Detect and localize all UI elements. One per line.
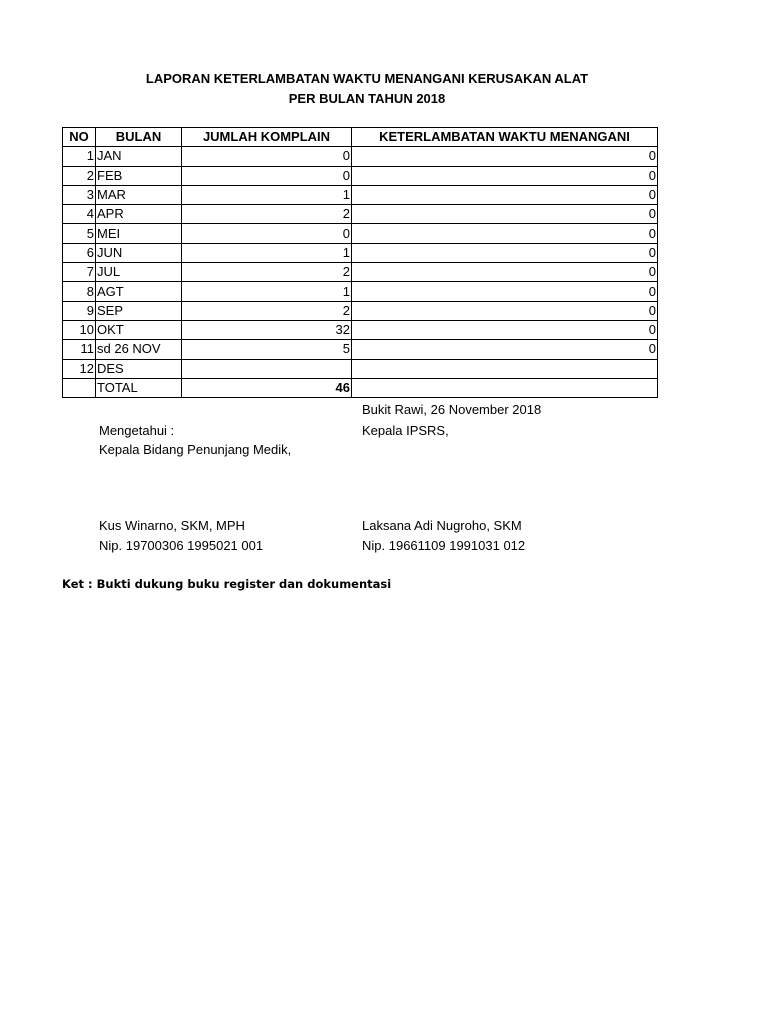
row-bulan-cell: JUL: [96, 263, 182, 282]
table-body: [63, 147, 658, 379]
header-jumlah-komplain: JUMLAH KOMPLAIN: [182, 128, 352, 147]
table-row: [63, 205, 658, 224]
row-keterlambatan-cell: 0: [352, 301, 658, 320]
row-bulan-cell: FEB: [96, 166, 182, 185]
row-bulan-cell: JUN: [96, 243, 182, 262]
row-jumlah-cell: 1: [182, 282, 352, 301]
row-bulan-cell: MEI: [96, 224, 182, 243]
row-no-cell: 11: [63, 340, 96, 359]
row-keterlambatan-cell: [352, 359, 658, 378]
row-jumlah-cell: 2: [182, 301, 352, 320]
total-keterlambatan-cell: [352, 378, 658, 397]
row-keterlambatan-cell: 0: [352, 224, 658, 243]
row-no-cell: 12: [63, 359, 96, 378]
table-row: [63, 320, 658, 339]
right-signer-name: Laksana Adi Nugroho, SKM: [362, 518, 522, 533]
report-subtitle: PER BULAN TAHUN 2018: [288, 91, 446, 106]
left-signer-nip: Nip. 19700306 1995021 001: [99, 538, 264, 553]
table-row: [63, 224, 658, 243]
row-keterlambatan-cell: 0: [352, 263, 658, 282]
row-bulan-cell: MAR: [96, 185, 182, 204]
row-no-cell: 3: [63, 185, 96, 204]
row-jumlah-cell: 2: [182, 205, 352, 224]
row-keterlambatan-cell: 0: [352, 243, 658, 262]
row-no-cell: 9: [63, 301, 96, 320]
total-value: 46: [182, 378, 352, 397]
total-label: TOTAL: [96, 378, 182, 397]
row-bulan-cell: SEP: [96, 301, 182, 320]
row-jumlah-cell: [182, 359, 352, 378]
table-row: [63, 147, 658, 166]
row-no-cell: 8: [63, 282, 96, 301]
row-bulan-cell: JAN: [96, 147, 182, 166]
row-jumlah-cell: 1: [182, 185, 352, 204]
header-no: NO: [63, 128, 96, 147]
table-row: [63, 243, 658, 262]
row-no-cell: 7: [63, 263, 96, 282]
row-no-cell: 2: [63, 166, 96, 185]
row-bulan-cell: AGT: [96, 282, 182, 301]
row-jumlah-cell: 0: [182, 147, 352, 166]
table-row: [63, 166, 658, 185]
row-jumlah-cell: 0: [182, 166, 352, 185]
place-date: Bukit Rawi, 26 November 2018: [362, 402, 542, 417]
table-row: [63, 359, 658, 378]
row-jumlah-cell: 2: [182, 263, 352, 282]
row-keterlambatan-cell: 0: [352, 320, 658, 339]
header-bulan: BULAN: [96, 128, 182, 147]
total-no-cell: [63, 378, 96, 397]
row-no-cell: 6: [63, 243, 96, 262]
row-keterlambatan-cell: 0: [352, 185, 658, 204]
right-sign-line1: Kepala IPSRS,: [362, 423, 449, 438]
row-bulan-cell: sd 26 NOV: [96, 340, 182, 359]
row-no-cell: 4: [63, 205, 96, 224]
table-row: [63, 263, 658, 282]
table-header-row: [63, 128, 658, 147]
row-keterlambatan-cell: 0: [352, 166, 658, 185]
row-bulan-cell: APR: [96, 205, 182, 224]
header-keterlambatan: KETERLAMBATAN WAKTU MENANGANI: [352, 128, 658, 147]
table-row: [63, 340, 658, 359]
right-signer-nip: Nip. 19661109 1991031 012: [362, 538, 526, 553]
left-sign-line2: Kepala Bidang Penunjang Medik,: [99, 442, 292, 457]
row-keterlambatan-cell: 0: [352, 205, 658, 224]
table-row: [63, 282, 658, 301]
left-sign-line1: Mengetahui :: [99, 423, 175, 438]
row-keterlambatan-cell: 0: [352, 340, 658, 359]
row-bulan-cell: OKT: [96, 320, 182, 339]
row-jumlah-cell: 1: [182, 243, 352, 262]
row-keterlambatan-cell: 0: [352, 282, 658, 301]
row-no-cell: 1: [63, 147, 96, 166]
row-no-cell: 10: [63, 320, 96, 339]
row-jumlah-cell: 32: [182, 320, 352, 339]
report-title: LAPORAN KETERLAMBATAN WAKTU MENANGANI KERUSAKAN ALAT: [145, 71, 589, 86]
row-keterlambatan-cell: 0: [352, 147, 658, 166]
table-total-row: [63, 378, 658, 397]
row-bulan-cell: DES: [96, 359, 182, 378]
table-row: [63, 185, 658, 204]
footnote: Ket : Bukti dukung buku register dan dokumentasi: [62, 577, 392, 591]
row-no-cell: 5: [63, 224, 96, 243]
table-row: [63, 301, 658, 320]
row-jumlah-cell: 0: [182, 224, 352, 243]
row-jumlah-cell: 5: [182, 340, 352, 359]
left-signer-name: Kus Winarno, SKM, MPH: [99, 518, 245, 533]
complaint-table: [62, 127, 658, 398]
